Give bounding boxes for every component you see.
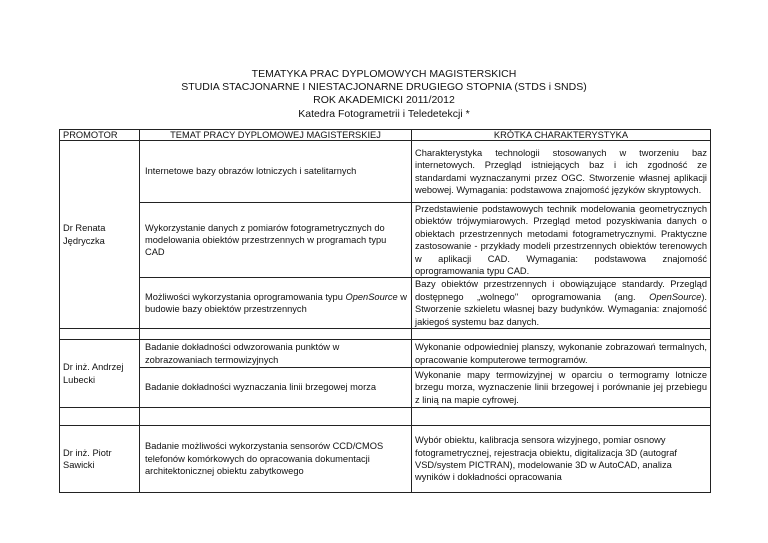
heading-academic-year: ROK AKADEMICKI 2011/2012 bbox=[313, 94, 455, 107]
spacer-row bbox=[60, 408, 711, 426]
header-description: KRÓTKA CHARAKTERYSTYKA bbox=[412, 130, 711, 141]
description-cell: Charakterystyka technologii stosowanych w tworzeniu baz internetowych. Przegląd istniejących baz i ich zgodność ze standardami wyznaczanymi przez OGC. Stworzenie własnej aplikacji webowej. Wymagania: podstawowa znajomość języków skryptowych. bbox=[412, 141, 711, 203]
promotor-cell: Dr inż. Andrzej Lubecki bbox=[60, 340, 140, 408]
description-cell: Wybór obiektu, kalibracja sensora wizyjnego, pomiar osnowy fotogrametrycznej, rejestracja obiektu, digitalizacja 3D (autograf VSD/system PICTRAN), modelowanie 3D w AutoCAD, analiza wyników i dokładności opracowania bbox=[412, 426, 711, 493]
heading-studies: STUDIA STACJONARNE I NIESTACJONARNE DRUGIEGO STOPNIA (STDS i SNDS) bbox=[181, 81, 587, 94]
document-heading bbox=[0, 68, 768, 121]
topic-cell: Badanie dokładności odwzorowania punktów w zobrazowaniach termowizyjnych bbox=[140, 340, 412, 368]
table-row bbox=[60, 340, 711, 368]
table-header-row bbox=[60, 130, 711, 141]
description-cell: Wykonanie mapy termowizyjnej w oparciu o termogramy lotnicze brzegu morza, wyznaczenie linii brzegowej i porównanie jej przebiegu z linią na mapie cyfrowej. bbox=[412, 368, 711, 408]
topic-cell bbox=[140, 278, 412, 329]
topic-text: Możliwości wykorzystania oprogramowania typu bbox=[145, 291, 346, 302]
table-row bbox=[60, 278, 711, 329]
topic-cell: Badanie dokładności wyznaczania linii brzegowej morza bbox=[140, 368, 412, 408]
promotor-cell: Dr Renata Jędryczka bbox=[60, 141, 140, 329]
topic-text: w budowie bazy obiektów przestrzennych bbox=[145, 291, 407, 315]
promotor-cell: Dr inż. Piotr Sawicki bbox=[60, 426, 140, 493]
table-row bbox=[60, 141, 711, 203]
table-row bbox=[60, 426, 711, 493]
topic-cell: Internetowe bazy obrazów lotniczych i satelitarnych bbox=[140, 141, 412, 203]
topic-cell: Wykorzystanie danych z pomiarów fotogrametrycznych do modelowania obiektów przestrzennych w programach typu CAD bbox=[140, 203, 412, 278]
description-cell: Wykonanie odpowiedniej planszy, wykonanie zobrazowań termalnych, opracowanie komputerowe termogramów. bbox=[412, 340, 711, 368]
heading-department: Katedra Fotogrametrii i Teledetekcji * bbox=[298, 107, 470, 120]
header-topic: TEMAT PRACY DYPLOMOWEJ MAGISTERSKIEJ bbox=[140, 130, 412, 141]
spacer-row bbox=[60, 329, 711, 340]
description-italic-term: OpenSource bbox=[649, 291, 702, 302]
description-cell bbox=[412, 278, 711, 329]
description-text: Bazy obiektów przestrzennych i obowiązujące standardy. Przegląd dostępnego „wolnego" oprogramowania (ang. bbox=[415, 279, 707, 302]
description-text: ). Stworzenie szkieletu własnej bazy budynków. Wymagania: znajomość jakiegoś systemu baz danych. bbox=[415, 291, 707, 327]
description-cell: Przedstawienie podstawowych technik modelowania geometrycznych obiektów trójwymiarowych. Przegląd metod pozyskiwania danych o obiektach przestrzennych metodami fotogrametrycznymi. Praktyczne zastosowanie - przykłady modeli przestrzennych obiektów terenowych w aplikacji CAD. Wymagania: podstawowa znajomość oprogramowania typu CAD. bbox=[412, 203, 711, 278]
header-promotor: PROMOTOR bbox=[60, 130, 140, 141]
thesis-topics-table bbox=[59, 129, 711, 493]
topic-cell: Badanie możliwości wykorzystania sensorów CCD/CMOS telefonów komórkowych do opracowania dokumentacji architektonicznej obiektu zabytkowego bbox=[140, 426, 412, 493]
topic-italic-term: OpenSource bbox=[345, 291, 398, 302]
table-row bbox=[60, 203, 711, 278]
heading-title: TEMATYKA PRAC DYPLOMOWYCH MAGISTERSKICH bbox=[251, 68, 517, 80]
table-row bbox=[60, 368, 711, 408]
